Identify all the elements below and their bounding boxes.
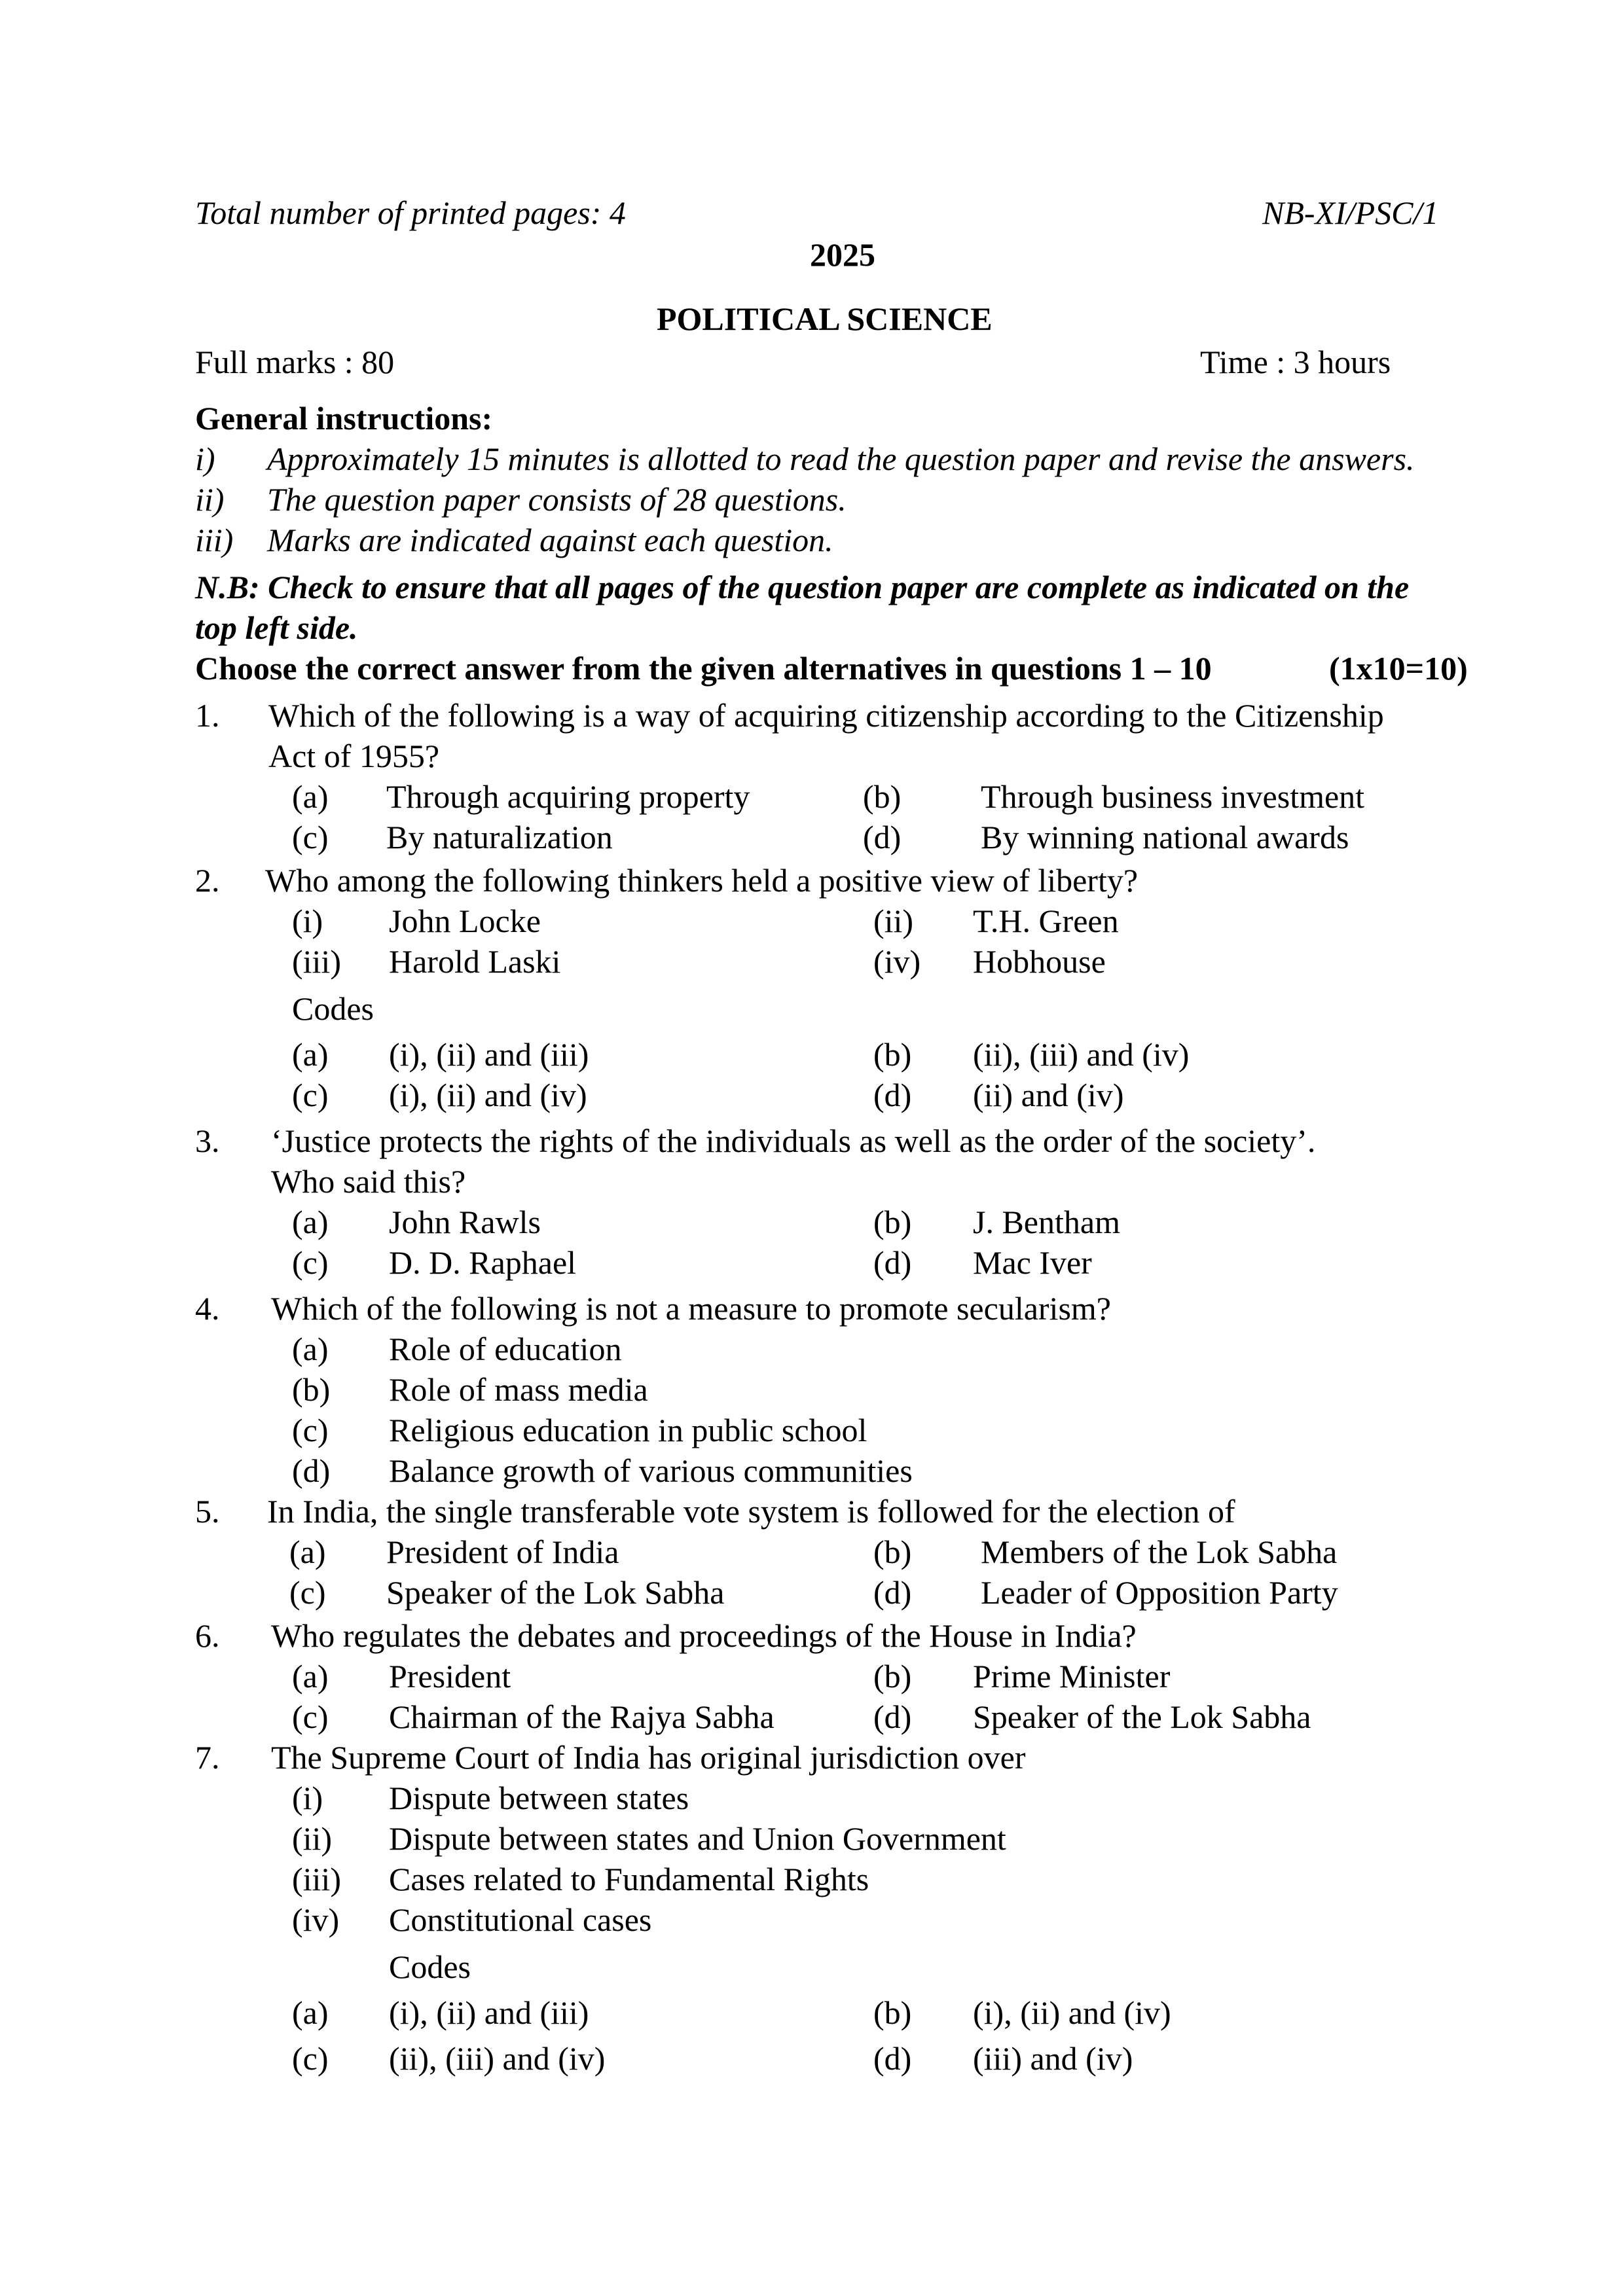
question-text: Who regulates the debates and proceedings of the House in India? (271, 1617, 1137, 1654)
option-label: (c) (292, 1077, 329, 1113)
option-text: By winning national awards (981, 819, 1349, 855)
option-label: (d) (873, 1244, 912, 1281)
instructions-heading: General instructions: (195, 400, 493, 437)
option-text: (i), (ii) and (iii) (389, 1036, 589, 1073)
option-label: (d) (873, 1698, 912, 1735)
question-number: 7. (195, 1739, 220, 1776)
option-text: By naturalization (386, 819, 613, 855)
option-label: (b) (863, 778, 902, 815)
option-text: (ii), (iii) and (iv) (973, 1036, 1190, 1073)
item-text: T.H. Green (973, 903, 1119, 939)
time-allowed: Time : 3 hours (1200, 344, 1391, 380)
question-number: 2. (195, 862, 220, 899)
option-text: D. D. Raphael (389, 1244, 577, 1281)
option-label: (d) (873, 1077, 912, 1113)
codes-label: Codes (292, 990, 374, 1027)
option-text: (ii) and (iv) (973, 1077, 1124, 1113)
instruction-text: Approximately 15 minutes is allotted to read the question paper and revise the answers. (267, 440, 1415, 477)
option-label: (c) (292, 819, 329, 855)
option-text: Balance growth of various communities (389, 1452, 913, 1489)
option-label: (a) (292, 1036, 329, 1073)
option-label: (d) (292, 1452, 331, 1489)
option-text: Speaker of the Lok Sabha (386, 1574, 725, 1611)
nb-note-line1: N.B: Check to ensure that all pages of the question paper are complete as indicated on the (195, 569, 1410, 605)
question-number: 3. (195, 1122, 220, 1159)
option-text: Speaker of the Lok Sabha (973, 1698, 1311, 1735)
item-text: Harold Laski (389, 943, 561, 980)
exam-year: 2025 (810, 236, 875, 273)
item-label: (iii) (292, 943, 341, 980)
item-label: (i) (292, 1780, 323, 1816)
option-text: Role of mass media (389, 1371, 648, 1408)
option-text: Leader of Opposition Party (981, 1574, 1338, 1611)
option-text: (iii) and (iv) (973, 2040, 1133, 2077)
section-instruction: Choose the correct answer from the given alternatives in questions 1 – 10 (195, 650, 1212, 687)
option-label: (a) (289, 1534, 326, 1570)
option-label: (a) (292, 1994, 329, 2031)
option-label: (b) (873, 1658, 912, 1695)
total-pages-note: Total number of printed pages: 4 (195, 194, 626, 231)
item-text: Dispute between states (389, 1780, 689, 1816)
option-label: (a) (292, 1204, 329, 1240)
item-label: (iii) (292, 1861, 341, 1897)
question-text: Who among the following thinkers held a positive view of liberty? (265, 862, 1139, 899)
option-text: Prime Minister (973, 1658, 1171, 1695)
option-label: (c) (289, 1574, 326, 1611)
option-text: President (389, 1658, 511, 1695)
option-label: (b) (873, 1204, 912, 1240)
item-label: (ii) (873, 903, 914, 939)
option-label: (c) (292, 1698, 329, 1735)
item-label: (iv) (292, 1901, 340, 1938)
item-label: (i) (292, 903, 323, 939)
paper-code: NB-XI/PSC/1 (1262, 194, 1439, 231)
option-label: (c) (292, 1412, 329, 1448)
option-label: (b) (873, 1994, 912, 2031)
item-text: Dispute between states and Union Government (389, 1820, 1006, 1857)
option-label: (a) (292, 1331, 329, 1367)
option-label: (b) (873, 1036, 912, 1073)
item-label: (ii) (292, 1820, 333, 1857)
instruction-number: ii) (195, 481, 225, 518)
option-label: (d) (873, 2040, 912, 2077)
question-text: The Supreme Court of India has original jurisdiction over (271, 1739, 1026, 1776)
question-text: Who said this? (271, 1163, 466, 1200)
question-text: ‘Justice protects the rights of the individuals as well as the order of the society’. (271, 1122, 1316, 1159)
instruction-text: Marks are indicated against each question. (267, 522, 833, 558)
question-text: Which of the following is a way of acquiring citizenship according to the Citizenship (268, 697, 1384, 734)
option-text: John Rawls (389, 1204, 541, 1240)
option-text: Through business investment (981, 778, 1365, 815)
question-number: 5. (195, 1493, 220, 1530)
subject-title: POLITICAL SCIENCE (657, 300, 993, 337)
option-text: (i), (ii) and (iv) (389, 1077, 587, 1113)
option-label: (c) (292, 2040, 329, 2077)
item-label: (iv) (873, 943, 921, 980)
option-text: Role of education (389, 1331, 622, 1367)
item-text: Constitutional cases (389, 1901, 652, 1938)
option-text: (i), (ii) and (iii) (389, 1994, 589, 2031)
option-label: (b) (873, 1534, 912, 1570)
option-text: Through acquiring property (386, 778, 750, 815)
option-text: (ii), (iii) and (iv) (389, 2040, 606, 2077)
option-text: President of India (386, 1534, 619, 1570)
option-label: (a) (292, 1658, 329, 1695)
option-label: (d) (873, 1574, 912, 1611)
option-label: (a) (292, 778, 329, 815)
option-text: Members of the Lok Sabha (981, 1534, 1338, 1570)
item-text: Hobhouse (973, 943, 1106, 980)
option-label: (c) (292, 1244, 329, 1281)
question-number: 4. (195, 1290, 220, 1327)
instruction-number: iii) (195, 522, 234, 558)
option-text: (i), (ii) and (iv) (973, 1994, 1171, 2031)
question-text: Act of 1955? (268, 738, 440, 774)
item-text: Cases related to Fundamental Rights (389, 1861, 869, 1897)
question-number: 1. (195, 697, 220, 734)
instruction-text: The question paper consists of 28 questions. (267, 481, 847, 518)
nb-note-line2: top left side. (195, 609, 358, 646)
question-text: In India, the single transferable vote system is followed for the election of (267, 1493, 1235, 1530)
option-label: (d) (863, 819, 902, 855)
option-text: J. Bentham (973, 1204, 1120, 1240)
option-label: (b) (292, 1371, 331, 1408)
instruction-number: i) (195, 440, 215, 477)
option-text: Chairman of the Rajya Sabha (389, 1698, 775, 1735)
item-text: John Locke (389, 903, 541, 939)
question-text: Which of the following is not a measure to promote secularism? (271, 1290, 1111, 1327)
codes-label: Codes (389, 1948, 471, 1985)
option-text: Mac Iver (973, 1244, 1092, 1281)
full-marks: Full marks : 80 (195, 344, 395, 380)
section-marks: (1x10=10) (1329, 650, 1468, 687)
question-number: 6. (195, 1617, 220, 1654)
option-text: Religious education in public school (389, 1412, 867, 1448)
